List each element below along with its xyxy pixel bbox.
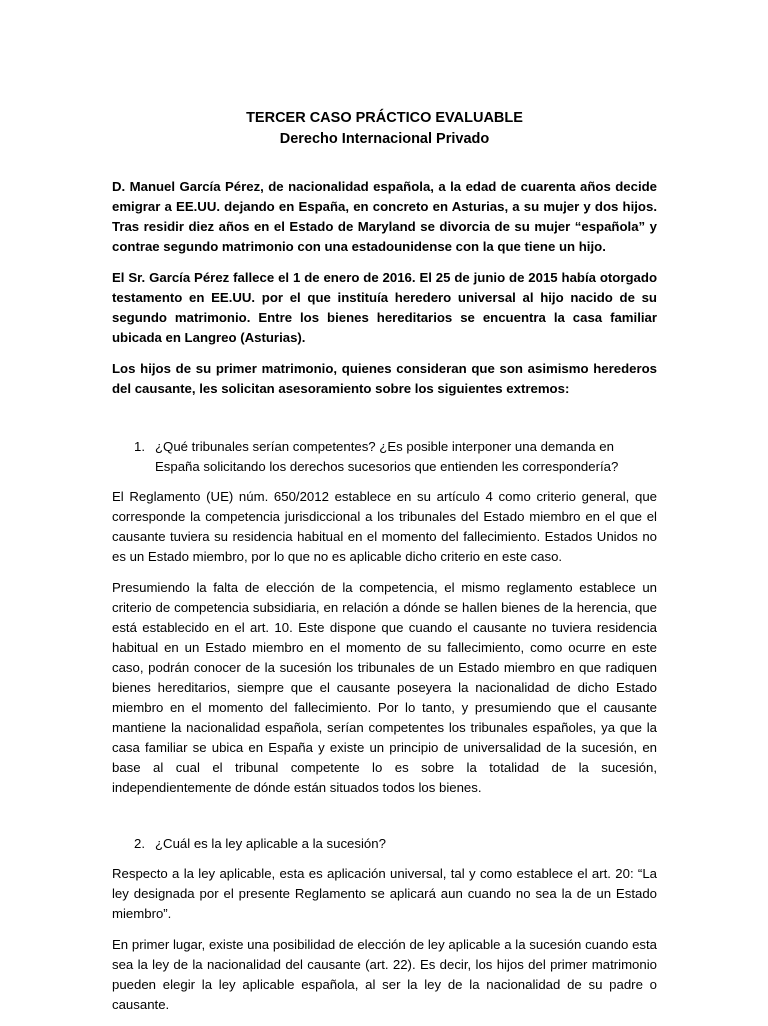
document-content — [112, 108, 657, 1026]
answer-paragraph: El Reglamento (UE) núm. 650/2012 establece en su artículo 4 como criterio general, que corresponde la competencia jurisdiccional a los tribunales del Estado miembro en el que el causante tuviera su residencia habitual en el momento del fallecimiento. Estados Unidos no es un Estado miembro, por lo que no es aplicable dicho criterio en este caso. — [112, 489, 657, 564]
question-2 — [112, 834, 657, 854]
answer-paragraph: Presumiendo la falta de elección de la competencia, el mismo reglamento establece un criterio de competencia subsidiaria, en relación a dónde se hallen bienes de la herencia, que está establecido en el art. 10. Este dispone que cuando el causante no tuviera residencia habitual en un Estado miembro en el momento de su fallecimiento, como ocurre en este caso, podrán conocer de la sucesión los tribunales de un Estado miembro en que radiquen bienes hereditarios, siempre que el causante poseyera la nacionalidad de dicho Estado miembro en el momento del fallecimiento. Por lo tanto, y presumiendo que el causante mantiene la nacionalidad española, serían competentes los tribunales españoles, ya que la casa familiar se ubica en España y existe un principio de universalidad de la sucesión, en base al cual el tribunal competente lo es sobre la totalidad de la sucesión, independientemente de dónde están situados todos los bienes. — [112, 580, 657, 795]
question-text: ¿Cuál es la ley aplicable a la sucesión? — [155, 836, 386, 851]
intro-paragraph: D. Manuel García Pérez, de nacionalidad española, a la edad de cuarenta años decide emigrar a EE.UU. dejando en España, en concreto en Asturias, a su mujer y dos hijos. Tras residir diez años en el Estado de Maryland se divorcia de su mujer “española” y contrae segundo matrimonio con una estadounidense con la que tiene un hijo. — [112, 179, 657, 254]
question-number: 2. — [134, 836, 145, 851]
question-1 — [112, 437, 657, 477]
question-text: ¿Qué tribunales serían competentes? ¿Es posible interponer una demanda en España solicitando los derechos sucesorios que entienden les correspondería? — [155, 439, 619, 474]
answer-paragraph: En primer lugar, existe una posibilidad de elección de ley aplicable a la sucesión cuando esta sea la ley de la nacionalidad del causante (art. 22). Es decir, los hijos del primer matrimonio pueden elegir la ley aplicable española, al ser la ley de la nacionalidad de su padre o causante. — [112, 937, 657, 1012]
intro-paragraph: Los hijos de su primer matrimonio, quienes consideran que son asimismo herederos del causante, les solicitan asesoramiento sobre los siguientes extremos: — [112, 361, 657, 396]
document-subtitle: Derecho Internacional Privado — [279, 131, 490, 147]
intro-paragraph: El Sr. García Pérez fallece el 1 de enero de 2016. El 25 de junio de 2015 había otorgado testamento en EE.UU. por el que instituía heredero universal al hijo nacido de su segundo matrimonio. Entre los bienes hereditarios se encuentra la casa familiar ubicada en Langreo (Asturias). — [112, 270, 657, 345]
question-number: 1. — [134, 439, 145, 454]
answer-paragraph: Respecto a la ley aplicable, esta es aplicación universal, tal y como establece el art. 20: “La ley designada por el presente Reglamento se aplicará aun cuando no sea la de un Estado miembro”. — [112, 866, 657, 921]
document-title: TERCER CASO PRÁCTICO EVALUABLE — [246, 110, 523, 126]
